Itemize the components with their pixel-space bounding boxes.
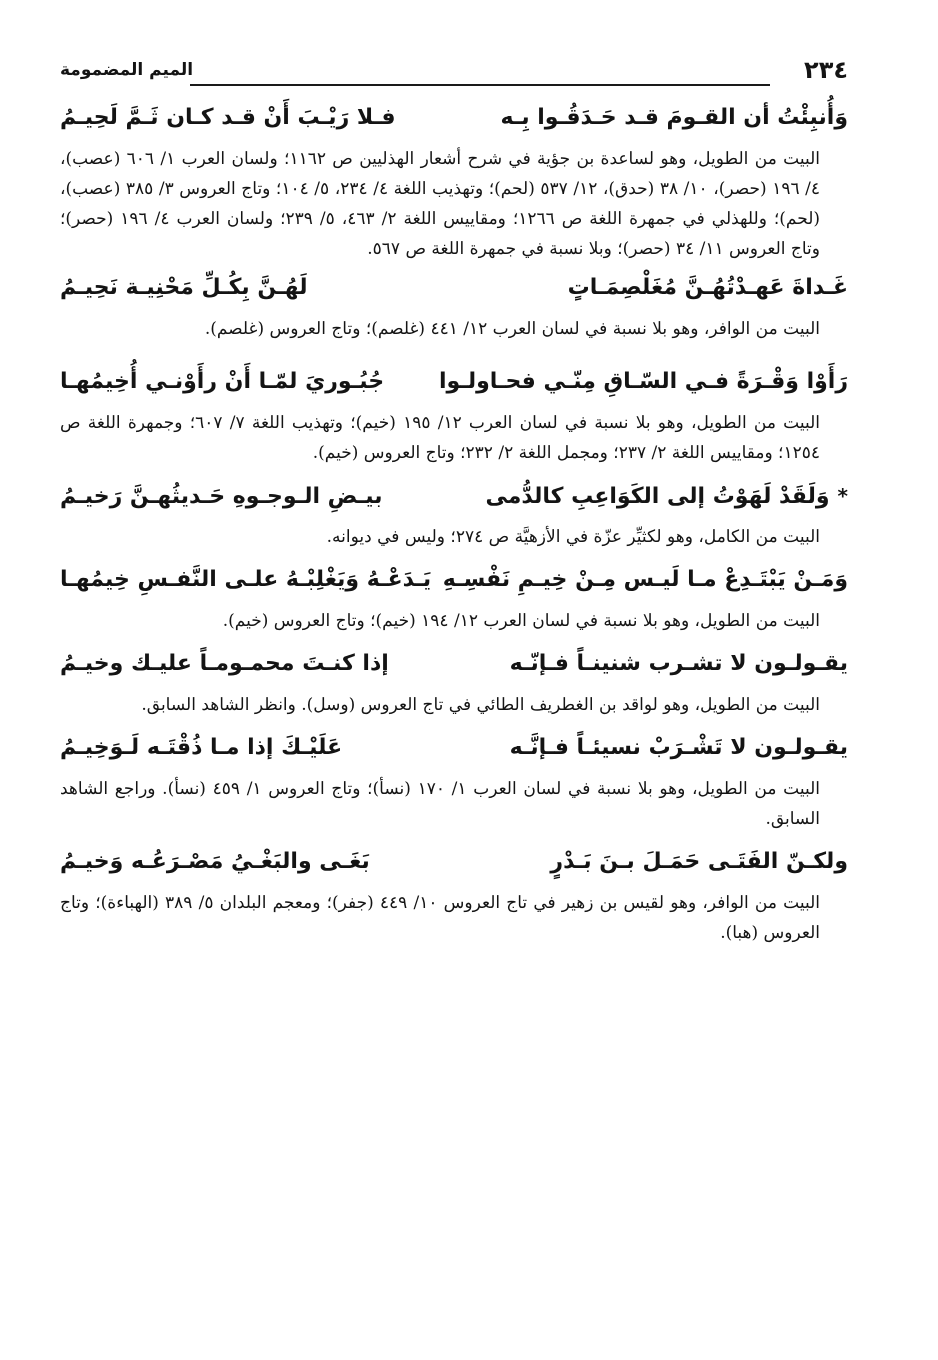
asterisk-icon: *	[837, 484, 848, 508]
verse-note: البيت من الطويل، وهو لواقد بن الغطريف الطائي في تاج العروس (وسل). وانظر الشاهد السابق.	[141, 695, 820, 715]
verse-first-hemistich: وَمَـنْ يَبْتَـدِعْ مـا لَيـس مِـنْ خِيـمِ نَفْسِـهِ	[442, 567, 848, 592]
verse-second-hemistich: بيـضِ الـوجـوهِ حَـديثُهـنَّ رَخيـمُ	[60, 484, 383, 509]
verse-first-hemistich: يقـولـون لا تَشْـرَبْ نسيئـاً فـإنَّـه	[509, 735, 848, 760]
verse-second-hemistich: فـلا رَيْـبَ أَنْ قـد كـان ثَـمَّ لَحِيـمُ	[60, 105, 396, 130]
verse-line	[60, 840, 848, 884]
verse-second-hemistich: عَلَيْـكَ إذا مـا ذُقْتَـه لَـوَخِيـمُ	[60, 735, 343, 760]
verse-line	[60, 558, 848, 602]
verse-note: البيت من الطويل، وهو لساعدة بن جؤية في شرح أشعار الهذليين ص ١١٦٢؛ ولسان العرب ١/ ٦٠٦ (عصب)، ٤/ ١٩٦ (حصر)، ١٠/ ٣٨ (حدق)، ١٢/ ٥٣٧ (لحم)؛ وتهذيب اللغة ٤/ ٢٣٤، ٥/ ١٠٤؛ وتاج العروس ٣/ ٣٨٥ (عصب)، (لحم)؛ وللهذلي في جمهرة اللغة ص ١٢٦٦؛ ومقاييس اللغة ٢/ ٤٦٣، ٥/ ٢٣٩؛ ولسان العرب ٤/ ١٩٦ (حصر)؛ وتاج العروس ١١/ ٣٤ (حصر)؛ وبلا نسبة في جمهرة اللغة ص ٥٦٧.	[60, 149, 821, 259]
verse-first-hemistich: غَـداةَ عَهـدْتُهُـنَّ مُغَلْصِمَـاتٍ	[567, 275, 848, 300]
verse-note: البيت من الكامل، وهو لكثيِّر عزّة في الأزهيَّة ص ٢٧٤؛ وليس في ديوانه.	[326, 527, 820, 547]
verse-first-hemistich: ولكـنّ الفَتَـى حَمَـلَ بـنَ بَـدْرٍ	[550, 849, 848, 874]
verse-note: البيت من الطويل، وهو بلا نسبة في لسان العرب ١/ ١٧٠ (نسأ)؛ وتاج العروس ١/ ٤٥٩ (نسأ). وراجع الشاهد السابق.	[60, 779, 820, 829]
poem-entry	[60, 96, 848, 264]
verse-first-hemistich: يقـولـون لا تشـرب شنينـاً فـإنّـه	[509, 651, 848, 676]
verse-second-hemistich: جُبُـوريَ لمّـا أَنْ رأَوْنـي أُخِيمُهـا	[60, 369, 385, 394]
verse-line	[60, 266, 848, 310]
verse-note: البيت من الوافر، وهو بلا نسبة في لسان العرب ١٢/ ٤٤١ (غلصم)؛ وتاج العروس (غلصم).	[204, 319, 820, 339]
poem-entry	[60, 642, 848, 720]
verse-first-hemistich: رَأَوْا وَقْـرَةً فـي السّـاقِ مِنّـي فحـاولـوا	[438, 369, 848, 394]
poem-entry	[60, 840, 848, 948]
verse-line	[60, 726, 848, 770]
verse-note: البيت من الطويل، وهو بلا نسبة في لسان العرب ١٢/ ١٩٤ (خيم)؛ وتاج العروس (خيم).	[222, 611, 820, 631]
header-rule	[190, 84, 770, 86]
verse-first-text: وَلَقَدْ لَهَوْتُ إلى الكَوَاعِبِ كالدُّمى	[485, 484, 830, 509]
verse-line	[60, 474, 848, 518]
verse-note: البيت من الوافر، وهو لقيس بن زهير في تاج العروس ١٠/ ٤٤٩ (جفر)؛ ومعجم البلدان ٥/ ٣٨٩ (الهباءة)؛ وتاج العروس (هبا).	[60, 893, 820, 943]
verse-second-hemistich: بَغَـى والبَغْـيُ مَصْـرَعُـه وَخيـمُ	[60, 849, 370, 874]
verse-first-hemistich: وَأُنبِئْتُ أن القـومَ قـد حَـدَقُـوا بِـه	[500, 105, 848, 130]
page-number: ٢٣٤	[804, 56, 848, 84]
chapter-title: الميم المضمومة	[60, 60, 194, 80]
verse-line	[60, 642, 848, 686]
running-head	[60, 52, 848, 94]
verse-line	[60, 360, 848, 404]
verse-second-hemistich: لَهُـنَّ بِكُـلِّ مَحْنِيـة نَحِيـمُ	[60, 275, 308, 300]
poem-entry	[60, 360, 848, 468]
poem-entry	[60, 474, 848, 552]
verse-second-hemistich: إذا كنـتَ محمـومـاً عليـك وخيـمُ	[60, 651, 389, 676]
verse-note: البيت من الطويل، وهو بلا نسبة في لسان العرب ١٢/ ١٩٥ (خيم)؛ وتهذيب اللغة ٧/ ٦٠٧؛ وجمهرة اللغة ص ١٢٥٤؛ ومقاييس اللغة ٢/ ٢٣٧؛ ومجمل اللغة ٢/ ٢٣٢؛ وتاج العروس (خيم).	[60, 413, 821, 463]
book-page	[60, 52, 848, 1332]
verse-second-hemistich: يَـدَعْـهُ وَيَغْلِبْـهُ علـى النَّفـسِ خِيمُهـا	[60, 567, 432, 592]
verse-first-hemistich	[486, 474, 848, 519]
poem-entry	[60, 558, 848, 636]
poem-entry	[60, 726, 848, 834]
verse-line	[60, 96, 848, 140]
poem-entry	[60, 266, 848, 344]
